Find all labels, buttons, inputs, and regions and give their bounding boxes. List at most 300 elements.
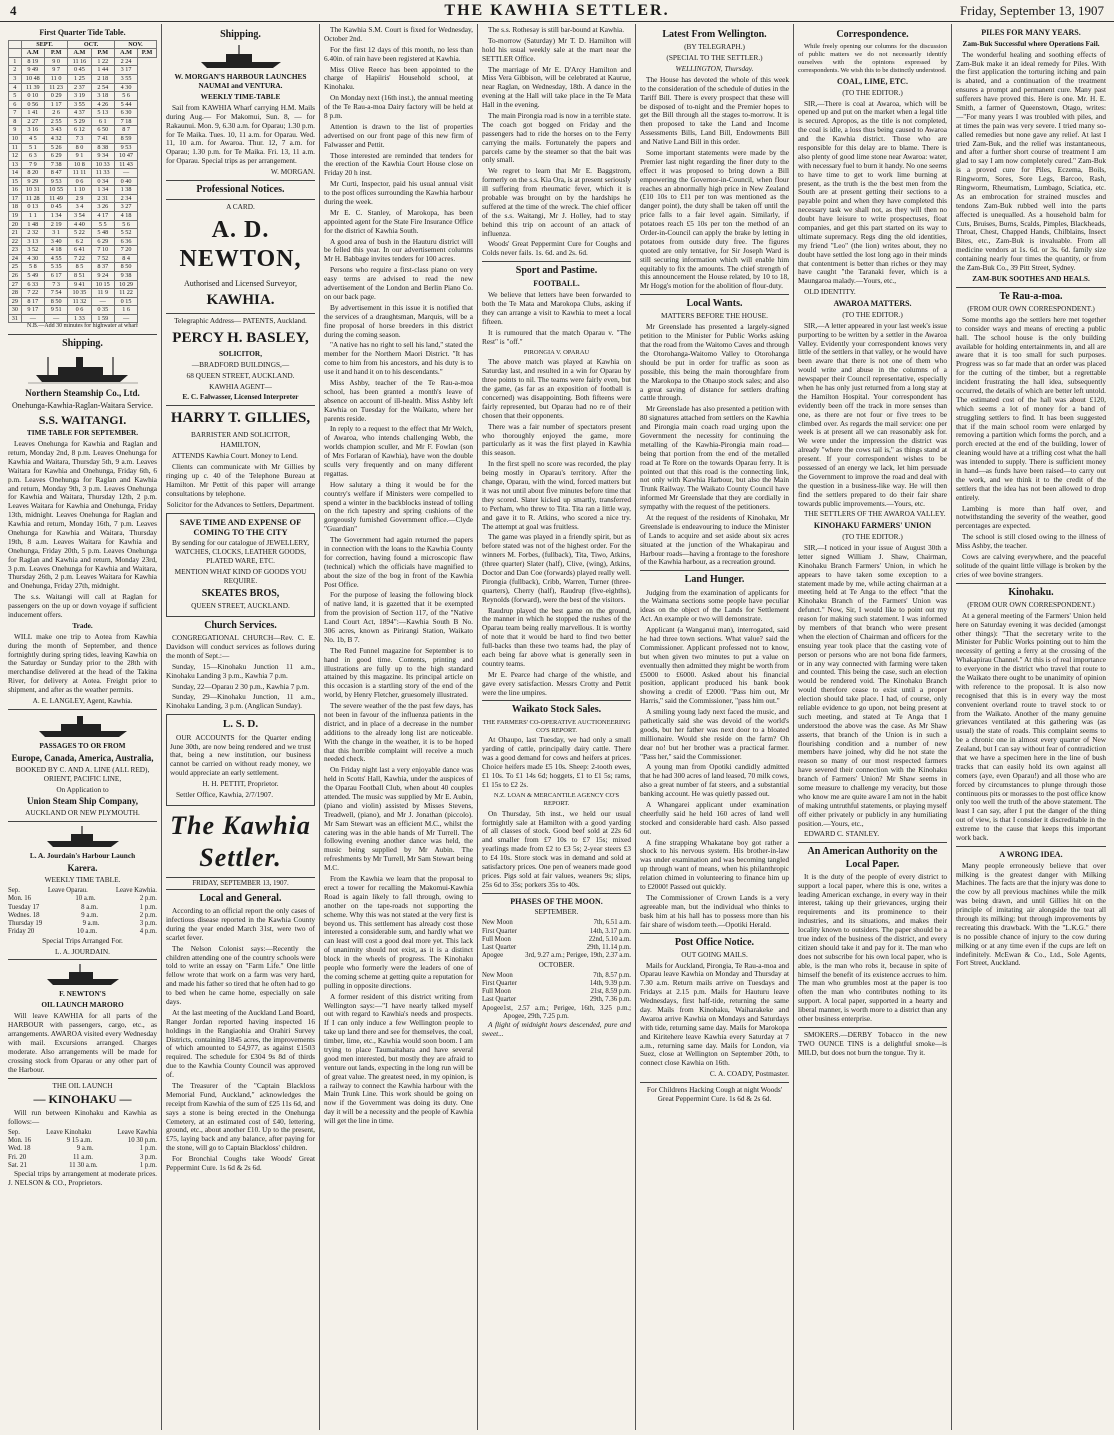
tide-cell: 11 9 — [91, 289, 114, 298]
weekly-row-cell: 9 a.m. — [82, 920, 100, 928]
khaku-row-cell: 1 p.m. — [139, 1145, 157, 1153]
moon-row-cell: 14th, 9.39 p.m. — [589, 979, 631, 987]
tide-cell: 0 15 — [114, 297, 137, 306]
hunger-paragraph: A young man from Opotiki candidly admitted that he had 300 acres of land leased, 70 milk cows, also a great number of fat steers, and a substantial banking account. He was quietly passed out. — [640, 762, 789, 799]
latest-heading: Latest From Wellington. — [662, 29, 767, 40]
tide-cell: 9 7 — [44, 66, 67, 75]
news-paragraph: In reply to a request to the effect that Mr Welch, of Awaroa, who intends challenging Webb, the worlds champion sculler, and Mr F. Fowlan (son of Mrs Forlaran of Kawhia), have won the double sculls very frequently and on many different regattas. — [324, 424, 473, 478]
weekly-row-cell: 2 p.m. — [139, 895, 157, 903]
table-row — [9, 134, 157, 143]
table-row — [9, 246, 157, 255]
tide-cell: 2 54 — [91, 83, 114, 92]
table-row — [9, 66, 157, 75]
solicitor-advances: Solicitor for the Advances to Settlers, Department. — [166, 499, 315, 509]
local-news-body — [324, 26, 473, 1126]
tide-cell: 11 32 — [68, 297, 91, 306]
news-paragraph: Attention is drawn to the list of properties advertised on our front page of this new firm of Falwasser and Pettit. — [324, 121, 473, 149]
moon-row — [482, 980, 631, 988]
tide-cell: 9 49 — [21, 66, 44, 75]
weekly-timetable — [8, 887, 157, 937]
match-report — [482, 358, 631, 697]
khaku-row-cell: 11 30 a.m. — [69, 1161, 98, 1169]
weekly-row-cell: 8 a.m. — [81, 903, 98, 911]
tide-cell: 7 54 — [44, 289, 67, 298]
tide-cell: 7 18 — [114, 117, 137, 126]
khaku-row-cell: 3 p.m. — [139, 1153, 157, 1161]
khaku-row — [8, 1137, 157, 1145]
moon-row-cell: Full Moon — [482, 935, 511, 943]
local-wants-heading: Local Wants. — [686, 298, 743, 310]
letter-paragraph: SIR,—There is coal at Awaroa, which will be opened up and put on the market when a legal title is secured. Apropos, as the title is not completed, the coal is idle, a loss thus being caused to Awaroa and the Kawhia district. Those who are responsible for this delay are to blame. There is also plenty of good lime stone near Awaroa: water, with necessary fuel to burn it handy. No one seems to have time to get to work lime burning at present, as the truth is the the best men from the South are at present getting their sections to a payable point and when they have completed this necessary task we shall not, as they will then no doubt have leisure to write prospectuses, float companies, and get this part started on its way to ultimate supremacy. Regs ding the old identities, my friend "Leo" (the lion) writes about, they no doubt have settled the lost long ago in their minds that contentment is better than riches or they may have caught "the Taranaki fever, which is a Maungaroa malady.—Yours, etc., — [798, 98, 947, 286]
tide-cell: 1 1 — [21, 212, 44, 221]
wrong-idea-heading: A WRONG IDEA. — [999, 849, 1063, 859]
weekly-row — [8, 920, 157, 928]
tide-cell: 8 0 — [68, 143, 91, 152]
tide-cell: 7 38 — [44, 160, 67, 169]
weekly-row-cell: 10 a.m. — [76, 928, 98, 936]
table-row — [9, 254, 157, 263]
khaku-heading: THE OIL LAUNCH — [52, 1080, 113, 1090]
news-paragraph: The severe weather of the the past few days, has not been in favour of the influenza patients in the district, and in place of a decrease in the number additions to the already long list are noticeable. With the change in the weather, it is to be hoped that this horrible complaint will receive a much needed check. — [324, 701, 473, 764]
tide-cell: 5 8 — [21, 263, 44, 272]
piles-heading: PILES FOR MANY YEARS. — [981, 28, 1081, 37]
tide-cell: 13 — [9, 160, 22, 169]
barrister-text: ATTENDS Kawhia Court. Money to Lend. — [172, 451, 298, 461]
tide-cell: 6 12 — [68, 126, 91, 135]
table-row — [9, 92, 157, 101]
surveyor-name: A. D. NEWTON, — [179, 217, 302, 273]
barrister-place: HAMILTON, — [220, 440, 261, 450]
tide-cell: 31 — [9, 314, 22, 323]
table-row — [9, 177, 157, 186]
tide-cell: 10 48 — [21, 75, 44, 84]
tide-cell: 5 35 — [44, 263, 67, 272]
save-text: By sending for our catalogue of JEWELLERY, WATCHES, CLOCKS, LEATHER GOODS, PLATED WARE, ETC. — [171, 538, 310, 566]
table-row — [9, 117, 157, 126]
letter-paragraph: SIR,—I noticed in your issue of August 30th a letter signed William J. Shaw, Chairman, Kinohaku Branch Farmers' Union, in which he appears to have taken some exception to a statement made by me, while acting chairman at a meeting held at Te Anga to the effect "that the Kinohaku Branch of the Farmers' Union was defunct." Now, Sir, I would like to point out my reason for making such statement. I was informed by members of that branch who were present when the election of Chairman and officers for the ensuing year took place that the casting vote of person or persons who are not bona fide farmers, or in any way connected with farming were taken and counted. This being the case, such an election would be rendered void. The Kinohaku Branch would therefore cease to exist until a proper election should take place. I had, of course, only reliable evidence to go upon, not being present at such meeting, and stated at Te Anga that I understood the above was the case. As Mr Shaw asserts, that branch of the Union is in such a flourishing condition and a number of new members have joined, why did he not state the reason so many of our most respected farmers have severed their connection with the Kinohaku branch of Farmers' Union? Mr Shaw seems in some measure to challenge my veracity, but those who know me are quite aware I am not in the habit of making untruthful statements, or playing myself off either privately or publicly in any humiliating position.—Yours, etc., — [798, 542, 947, 828]
jourdain-sign: L. A. JOURDAIN. — [55, 946, 110, 956]
local-general-heading: Local and General. — [199, 892, 282, 904]
tide-cell: — — [114, 314, 137, 323]
khaku-row-cell: 9 15 a.m. — [66, 1137, 93, 1145]
tide-cell: 7 20 — [114, 246, 137, 255]
weekly-row-cell: Sep. — [8, 887, 20, 895]
news-paragraph: Woods' Great Peppermint Cure for Coughs and Colds never fails. 1s. 6d. and 2s. 6d. — [482, 239, 631, 258]
weekly-row-cell: Thursday 19 — [8, 920, 43, 928]
moon-row-cell: 3rd, 9.27 a.m.; Perigee, 19th, 2.37 a.m. — [525, 952, 631, 960]
moon-row-cell: New Moon — [482, 919, 513, 927]
moon-row — [482, 936, 631, 944]
tide-cell: 0 40 — [114, 177, 137, 186]
tide-cell: 4 30 — [21, 254, 44, 263]
hunger-paragraph: A smiling young lady next faced the music, and pathetically said she was devoid of the world's goods, but her father was next door to a bloated millionaire. Would she reside on the farm? Oh dear no! but her brother was a practical farmer. "Pass her," said the Commissioner. — [640, 707, 789, 761]
tide-cell: 1 38 — [114, 186, 137, 195]
letter-paragraph: THE SETTLERS OF THE AWAROA VALLEY. — [804, 509, 946, 519]
tide-cell: 7 10 — [91, 246, 114, 255]
moon-row — [482, 1005, 631, 1022]
moon-row-cell: 14th, 3.17 p.m. — [589, 927, 631, 935]
hunger-paragraph: A fine strapping Whakatane boy got rather a shock to his nervous system. His brother-in-law was under examination and was becoming tangled up through want of means, when his philanthropic relation chimed in volunteering to finance him up to £2000! Passed out quickly. — [640, 837, 789, 892]
moon-row-cell: 29th, 11.14 p.m. — [586, 944, 631, 952]
paper-dateline: FRIDAY, SEPTEMBER 13, 1907. — [166, 877, 315, 890]
news-paragraph: Mr Curti, Inspector, paid his usual annual visit to the post offices surrounding the Kawhia harbour during the week. — [324, 179, 473, 207]
news-paragraph: The Kawhia S.M. Court is fixed for Wednesday, October 2nd. — [324, 25, 473, 43]
table-row — [9, 126, 157, 135]
tide-cell: 6 29 — [91, 237, 114, 246]
tide-cell: 20 — [9, 220, 22, 229]
moon-row-cell: Last Quarter — [482, 996, 517, 1004]
tide-cell: 2 24 — [114, 57, 137, 66]
special-trips: Special Trips Arranged For. — [42, 935, 123, 945]
tide-cell: 19 — [9, 212, 22, 221]
weekly-row — [8, 887, 157, 895]
news-paragraph: Some important statements were made by the Premier last night regarding the finer duty to the effect it was proposed to bring down a Bill empowering the Governor-in-Council, when flour reaches an abnormally high price in New Zealand (£10 10s to £11 per ton was mentioned as the danger point), the duty shall be taken off until the price falls to a fair level again. Similarly, if potatoes reach £5 10s per ton the method of an Order-in-Council can apply the brake by letting in potatoes from outside duty free. The figures quoted are only tentative, for Sir Joseph Ward is still securing information which will enable him equitably to fix the amounts. The chief strength of this announcement the House related, by 10 to 18, Mr Hogg's motion for the abolition of flour-duty. — [640, 147, 789, 291]
weekly-row — [8, 904, 157, 912]
tide-cell: 8 47 — [44, 169, 67, 178]
table-row — [9, 169, 157, 178]
weekly-row-cell: 10 a.m. — [75, 895, 96, 903]
tide-cell: 9 38 — [114, 271, 137, 280]
tide-cell: 11 22 — [114, 289, 137, 298]
local-paragraph: For Bronchial Coughs take Woods' Great Peppermint Cure. 1s 6d & 2s 6d. — [166, 1154, 315, 1172]
tide-cell: 21 — [9, 229, 22, 238]
kawhia-agent: KAWHIA AGENT— — [209, 381, 272, 391]
tide-cell: 4 55 — [44, 254, 67, 263]
news-paragraph: For the first 12 days of this month, no less than 6.40in. of rain have been registered at Kawhia. — [324, 44, 473, 63]
tide-cell: 10 15 — [91, 280, 114, 289]
kfu-heading: KINOHAKU FARMERS' UNION — [813, 521, 932, 531]
khaku-row — [8, 1145, 157, 1153]
wants-paragraph: Mr Greenslade has also presented a petition with 80 signatures attached from settlers on the Kawhia and Pirongia main coach road urging upon the Government the necessity for continuing the metalling of the Kawhia-Pirongia main road—being that portion from the end of the metalled road at Te Rore on the towards Oparau ferry. It is pointed out that this road is the connecting link, not only with Kawhia Harbour, but also the Main Trunk Railway. The Waikato County Council have informed Mr Greenslade that they are cordially in sympathy with the request of the petitioners. — [640, 404, 789, 512]
tide-cell: 1 59 — [91, 314, 114, 323]
jourdain-heading: L. A. Jourdain's Harbour Launch — [29, 851, 136, 861]
tide-cell: 2 6 — [44, 109, 67, 118]
launch-icon — [43, 825, 123, 849]
waitara-note: The s.s. Waitangi will call at Raglan for passengers on the up or down voyage if sufficient inducement offers. — [8, 592, 157, 619]
tide-cell: 1 6 — [114, 306, 137, 315]
local-wants-body — [640, 323, 789, 567]
tide-cell: 11 39 — [21, 83, 44, 92]
newspaper-columns — [4, 24, 1110, 1430]
match-title: PIRONGIA V. OPARAU — [523, 348, 590, 356]
tide-cell: 1 22 — [91, 57, 114, 66]
barrister-name: HARRY T. GILLIES, — [170, 410, 311, 427]
news-paragraph: The marriage of Mr E. D'Arcy Hamilton and Miss Vera Gibbison, will be celebrated at Kaurue, near Raglan, on Wednesday, 18th. A dance in the evening at the Hall will take place in the Te Mata Hall in the evening. — [482, 64, 631, 110]
tide-cell: 0 6 — [68, 177, 91, 186]
tide-cell: 6 17 — [44, 271, 67, 280]
zambuk-text: The wonderful healing and soothing effects of Zam-Buk make it an ideal remedy for Piles. With the first application the torturing itching and pain is abated, and a continuation of the treatment ensures a prompt and permanent cure. Many past sufferers have proved this. Here is one. Mr. H. E. Smith, a farmer of Queenstown, Otago, writes:—"For many years I was troubled with piles, and at times the pain was very severe. I tried many so-called remedies but none gave any relief. At last I tried Zam-Buk, and the relief was instantaneous, and after a further short course of treatment I am glad to say I am now completely cured." Zam-Buk is a proved cure for Piles, Eczema, Boils, Ringworm, Sores, Sore Legs, Barcoo, Rash, Ringworm, Rheumatism, Lumbago, Sciatica, etc. As an embrocation for strained muscles and tendons Zam-Buk rubbed well into the parts affected is unequalled. As a household balm for Cuts, Bruises, Burns, Scalds, Pimples, Blackheads, Throat, Chest, Chapped Hands, Chilblains, Insect Bites, etc., Zam-Buk is invaluable. From all medicine vendors at 1s. 6d. or 3s. 6d. family size containing nearly four times the quantity, or from the Zam-Buk Co., 39 Pitt Street, Sydney. — [956, 49, 1106, 273]
news-paragraph: The Government had again returned the papers in connection with the loans to the Kawhia County for correction, having found a microscopic flaw (technical) which the officials have magnified to about the size of the bog in front of the Kawhia Post Office. — [324, 535, 473, 589]
weekly-row-cell: 4 p.m. — [139, 928, 157, 936]
tide-cell: 8 37 — [91, 263, 114, 272]
khaku-row — [8, 1129, 157, 1137]
news-paragraph: Mr E. C. Stanley, of Marokopa, has been appointed agent for the State Fire Insurance Office for the district of Kawhia South. — [324, 207, 473, 235]
tide-cell: 29 — [9, 297, 22, 306]
church-services — [166, 663, 315, 711]
weekly-row-cell: 3 p.m. — [139, 920, 157, 928]
to-editor: (TO THE EDITOR.) — [842, 532, 903, 542]
weekly-row — [8, 912, 157, 920]
tide-cell: 9 51 — [44, 306, 67, 315]
tide-cell: 7 22 — [68, 254, 91, 263]
news-paragraph: On Friday night last a very enjoyable dance was held in Scotts' Hall, Kawhia, under the auspices of the Oparau Football Club, when about 40 couples attended. The music was supplied by Mr E. Aubin, (piano and violin) assisted by Misses Stevens, Treadwell, (piano), and Mr J. Jonathan (piccolo). Mr Sam Stewart was an efficient M.C., whilst the catering was in the able hands of Mr Turrell. The following evening another dance was held, the music being supplied by Mr Aubin. The refreshments by Mr Turrell, Mr Sam Stewart being M.C. — [324, 765, 473, 873]
stock-heading: Waikato Stock Sales. — [511, 704, 602, 716]
correspondence-heading: Correspondence. — [836, 29, 909, 40]
tide-cell: 6 50 — [91, 126, 114, 135]
tide-sub: P.M — [91, 49, 114, 58]
weekly-row-cell: 2 p.m. — [139, 911, 157, 919]
moon-row-cell: New Moon — [482, 971, 513, 979]
coal-letter — [798, 100, 947, 298]
tide-cell: 4 5 — [21, 134, 44, 143]
tide-cell: 11 — [9, 143, 22, 152]
lsd-proprietor: H. H. PETTIT, Proprietor. — [202, 779, 279, 789]
church-service: Sunday, 22—Oparau 2 30 p.m., Kawhia 7 p.m. — [172, 681, 310, 691]
table-row — [9, 306, 157, 315]
morgan-sign: W. MORGAN. — [270, 167, 315, 177]
tide-cell: 8 5 — [68, 263, 91, 272]
moon-row-cell: 21st, 8.59 p.m. — [590, 988, 631, 996]
skeates-address: QUEEN STREET, AUCKLAND. — [191, 601, 290, 611]
weekly-row-cell: Leave Oparau. — [47, 887, 88, 895]
tide-cell: 9 24 — [91, 271, 114, 280]
tide-cell: 23 — [9, 246, 22, 255]
rau-body — [956, 316, 1106, 580]
tide-cell: 4 30 — [114, 83, 137, 92]
church-text: CONGREGATIONAL CHURCH—Rev. C. E. Davidson will conduct services as follows during the month of Sept.:— — [166, 633, 315, 660]
column-4 — [478, 24, 636, 1430]
news-paragraph: How salutary a thing it would be for the country's welfare if Ministers were compelled to spend a winter in the backblocks instead of tolling on the rich tapestry and spring cushions of the gorgeously furnished Government office.—Clyde "Guardian" — [324, 479, 473, 534]
tide-cell: 3 55 — [114, 75, 137, 84]
settler-office: Settler Office, Kawhia, 2/7/1907. — [176, 790, 274, 800]
barrister-title: BARRISTER AND SOLICITOR, — [191, 429, 290, 439]
trade-agent: A. E. LANGLEY, Agent, Kawhia. — [32, 695, 133, 705]
passages-heading: PASSAGES TO OR FROM — [39, 740, 126, 750]
tide-cell: — — [114, 169, 137, 178]
news-paragraph: Miss Olive Reece has been appointed to the charge of Hapiiris' Household school, at Kinohaku. — [324, 64, 473, 92]
khaku-timetable — [8, 1129, 157, 1170]
moon-sept: SEPTEMBER. — [534, 907, 579, 917]
tide-cell: 5 29 — [68, 117, 91, 126]
tide-sub: P.M — [44, 49, 67, 58]
khaku-row-cell: Sat. 21 — [8, 1161, 27, 1169]
tide-note: N.B.—Add 30 minutes for highwater at wharf — [27, 323, 138, 330]
tide-cell: 2 32 — [21, 229, 44, 238]
tide-cell: 9 29 — [21, 177, 44, 186]
tide-cell: 3 16 — [21, 126, 44, 135]
tide-cell: 4 17 — [91, 212, 114, 221]
tide-cell: 0 13 — [21, 203, 44, 212]
hunger-paragraph: A Whangarei applicant under examination cheerfully said he held 160 acres of land well stocked and considerable hard cash. Also passed out. — [640, 800, 789, 836]
moon-oct: OCTOBER. — [538, 959, 575, 969]
post-office-heading: Post Office Notice. — [674, 936, 755, 948]
tide-cell: 3 27 — [114, 203, 137, 212]
tide-cell: 2 55 — [44, 117, 67, 126]
booked-lines: BOOKED BY C. AND A. LINE (ALL RED), ORIENT, PACIFIC LINE, — [15, 764, 150, 783]
moon-row-cell: Full Moon — [482, 988, 511, 996]
table-row — [9, 280, 157, 289]
moon-row-cell: 7th, 8.57 p.m. — [593, 971, 631, 979]
weekly-text: Sail from KAWHIA Wharf carrying H.M. Mails during Aug.— For Makomui, Sun. 8, — for Rakaunui. Mon. 9, 6.30 a.m. for Oparau; 1.30 p.m. for Te Maika. Tues. 10, 11 a.m. for Oparau. Wed. 11, 10 a.m. for Awaroa. Thur. 12, 7 a.m. for Oparau; 1.30 p.m. for Te Maika. Fri. 13, 11 a.m. for Oparau. Special trips as per arrangement. — [166, 102, 315, 166]
tide-cell: 2 34 — [114, 194, 137, 203]
tide-cell: 3 13 — [21, 237, 44, 246]
tide-cell: 9 — [9, 126, 22, 135]
table-row — [9, 220, 157, 229]
lsd-text: OUR ACCOUNTS for the Quarter ending June 30th, are now being rendered and we trust that, being a new institution, our business cannot be carried on without ready money, we would appreciate an early settlement. — [170, 732, 311, 778]
news-paragraph: For the purpose of leasing the following block of native land, it is gazetted that it be exempted from the provision of Section 117, of the "Native Land Court Act, 1894":—Kawhia South B No. 306 acres, known as Pirirangi Station, Waikato No. 1b, B 7. — [324, 590, 473, 644]
moon-oct-table — [482, 972, 631, 1022]
shipping-heading: Shipping. — [62, 337, 103, 349]
table-row — [9, 186, 157, 195]
tide-cell: 1 33 — [68, 314, 91, 323]
application: On Application to — [56, 784, 109, 794]
postmaster: C. A. COADY, Postmaster. — [709, 1069, 789, 1079]
tide-cell: 11 16 — [68, 57, 91, 66]
tide-cell: 3 1 — [44, 229, 67, 238]
tide-cell: 6 3 — [21, 152, 44, 161]
smokers-ad: SMOKERS.—DERBY Tobacco in the new TWO OUNCE TINS is a delightful smoke—is MILD, but does not burn the tongue. Try it. — [798, 1029, 947, 1057]
tide-cell: 9 1 — [68, 152, 91, 161]
tide-cell: 10 47 — [114, 152, 137, 161]
kfu-letter — [798, 544, 947, 839]
news-paragraph: The House has devoted the whole of this week to the consideration of the schedule of duties in the Tariff Bill. There is every prospect that these will be disposed of to-night and the Premier hopes to get the Bill through all the stages to-morrow. It is then proposed to take the Land and Income Assessments Bills, Land Bill, Endowments Bill and Native Land Bill in this order. — [640, 74, 789, 147]
lsd-notice — [166, 714, 315, 806]
column-1 — [4, 24, 162, 1430]
table-row — [9, 57, 157, 66]
lsd-heading: L. S. D. — [222, 718, 259, 731]
tide-cell: 1 17 — [44, 100, 67, 109]
tide-cell: 10 31 — [21, 186, 44, 195]
khaku-row-cell: Wed. 18 — [8, 1145, 31, 1153]
news-paragraph: To-morrow (Saturday) Mr T. D. Hamilton will hold his usual weekly sale at the mart near the SETTLER Office. — [482, 35, 631, 63]
jourdain-vessel: Karera. — [67, 863, 98, 874]
tide-cell: 5 5 — [91, 220, 114, 229]
local-paragraph: The Treasurer of the "Captain Blackloss Memorial Fund, Auckland," acknowledges the receipt from Kawhia of the sum of £25 11s 6d, and says a stone is being erected in the Onehunga Cemetery, at an estimated cost of £40, lettering, ground, etc., about another £10. Up to the present, £75, laying back and any balance, after paying for the stone, will go to Captain Blackloss' children. — [166, 1080, 315, 1153]
newton-heading: F. NEWTON'S — [59, 989, 106, 999]
tide-table — [8, 40, 157, 324]
weekly-row-cell: 9 a.m. — [81, 911, 99, 919]
save-time: SAVE TIME AND EXPENSE OF COMING TO THE CITY — [179, 516, 302, 538]
tide-header-day — [9, 40, 22, 49]
tide-table-title: First Quarter Tide Table. — [39, 28, 126, 37]
tide-cell: — — [21, 314, 44, 323]
kinohaku-heading: Kinohaku. — [1008, 586, 1054, 598]
tide-cell: 1 25 — [68, 75, 91, 84]
tide-cell: 6 2 — [68, 237, 91, 246]
timetable-text: Leaves Onehunga for Kawhia and Raglan and return, Monday 2nd, 8 p.m. Leaves Onehunga for Kawhia and Waitara, Thursday 5th, 9 a.m. Leaves Waitara for Kawhia and Onehunga, Friday 6th, 6 p.m. Leaves Onehunga for Raglan and Kawhia and return, Monday 9th, 3 p.m. Leaves Onehunga for Kawhia and Waitara, Thursday 12th, 2 p.m. Leaves Waitara for Kawhia and Onehunga, Friday 13th, midnight. Leaves Onehunga for Raglan and Kawhia and return, Monday 16th, 7 p.m. Leaves Onehunga for Kawhia and Waitara, Thursday 19th, 8 a.m. Leaves Waitara for Kawhia and Onehunga, Friday 20th, 5 p.m. Leaves Onehunga for Raglan and Kawhia and return, Monday 23rd, 3 p.m. Leaves Onehunga for Kawhia and Waitara, Thursday 26th, 2 p.m. Leaves Waitara for Kawhia and Onehunga, Friday 27th, midnight. — [8, 439, 157, 591]
tide-cell: 15 — [9, 177, 22, 186]
tide-cell: 2 31 — [91, 194, 114, 203]
tide-cell: 8 19 — [21, 57, 44, 66]
tide-cell: 11 43 — [114, 160, 137, 169]
tide-cell: 1 34 — [44, 212, 67, 221]
tide-cell: 8 50 — [44, 297, 67, 306]
news-paragraph: A good area of bush in the Hauturu district will be felled this year. In our advertisement columns Mr H. Babbage invites tenders for 100 acres. — [324, 236, 473, 264]
table-row — [9, 75, 157, 84]
column-7 — [952, 24, 1110, 1430]
vessel-name: S.S. WAITANGI. — [38, 412, 127, 427]
tide-sub: A.M — [21, 49, 44, 58]
tide-cell: 0 45 — [44, 203, 67, 212]
news-paragraph: The s.s. Rothesay is still bar-bound at Kawhia. — [488, 25, 625, 34]
special-settler: (SPECIAL TO THE SETTLER.) — [666, 53, 763, 63]
awaroa-letter — [798, 322, 947, 520]
weekly-row-cell: Friday 20 — [8, 928, 35, 936]
khaku-row-cell: Leave Kawhia — [117, 1128, 157, 1136]
tide-table-body — [9, 57, 157, 322]
weekly-heading: WEEKLY TIME TABLE. — [44, 875, 121, 885]
tide-cell: 10 33 — [91, 160, 114, 169]
land-hunger-heading: Land Hunger. — [684, 574, 745, 586]
tide-cell: 6 36 — [114, 237, 137, 246]
rau-paragraph: Cows are calving everywhere, and the peaceful solitude of the quaint little village is broken by the cries of wee bovine strangers. — [956, 552, 1106, 579]
table-row — [9, 143, 157, 152]
khaku-row-cell: 10 30 p.m. — [127, 1137, 157, 1145]
tide-cell: 3 4 — [68, 203, 91, 212]
moon-row-cell: Apogee — [482, 1004, 504, 1012]
news-paragraph: Miss Ashby, teacher of the Te Rau-a-moa school, has been granted a month's leave of absence on account of ill-health. Miss Ashby left Kawhia on Tuesday for the Waikato, where her parents reside. — [324, 377, 473, 423]
tide-cell: 1 10 — [68, 186, 91, 195]
tide-cell: 3 — [9, 75, 22, 84]
khaku-row-cell: Fri. 20 — [8, 1153, 27, 1161]
tide-cell: 3 19 — [68, 92, 91, 101]
by-telegraph: (BY TELEGRAPH.) — [684, 42, 745, 52]
masthead — [0, 0, 1114, 22]
wants-paragraph: At the request of the residents of Kinohaku, Mr Greenslade is endeavouring to induce the Minister of Lands to acquire and set aside about six acres situated at the junction of the Whakapirau and Harbour roads—having a frontage to the foreshore of the Kawhia harbour, as a recreation ground. — [640, 513, 789, 567]
match-paragraph: There was a fair number of spectators present who thoroughly enjoyed the game, more particularly as it was the first played in Kawhia this season. — [482, 421, 631, 458]
tide-header-nov: NOV. — [114, 40, 156, 49]
church-service: Sunday, 15—Kinohaku Junction 11 a.m., Kinohaku Landing 3 p.m., Kawhia 7 p.m. — [166, 661, 315, 680]
newton-text: Will leave KAWHIA for all parts of the HARBOUR with passengers, cargo, etc., as arrangements. AWAROA visited every Wednesday with mail. Excursions arranged. Charges moderate. Also arrangements will be made for crossing stock from Oparau or any other part of the Harbour. — [8, 1011, 157, 1074]
rau-paragraph: Some months ago the settlers here met together to consider ways and means of erecting a public hall. The school house is the only building available for holding entertainments in, and all are aware that it is too small for such purposes. Progress was so far made that an order was placed for the cutting of the timber, but a regrettable incident frustrating the hall idea, subsequently occurred, the details of which are better left untold. The estimated cost of the hall was about £120, which seems a lot of money for a band of struggling settlers to find. It has been suggested that if the main school room were enlarged by removing a partition which forms the porch, and a porch erected at the end of the building, lower of cleaning would have at a trifling cost what the hall was intended to supply. There is sufficient money in hand—as funds have been raised—to carry out the work, and we think it to the credit of the settlers that the idea has not been allowed to drop entirely. — [956, 314, 1106, 502]
tide-cell: 7 3 — [44, 280, 67, 289]
tide-cell: 10 29 — [114, 280, 137, 289]
tide-cell: 8 4 — [114, 254, 137, 263]
tide-cell: 6 — [9, 100, 22, 109]
tide-cell: 6 30 — [114, 109, 137, 118]
table-row — [9, 314, 157, 323]
tide-cell: 6 41 — [68, 246, 91, 255]
table-row — [9, 109, 157, 118]
rau-paragraph: The school is still closed owing to the illness of Miss Ashby, the teacher. — [956, 532, 1106, 551]
to-editor: (TO THE EDITOR.) — [842, 309, 903, 319]
paper-nameplate: The Kawhia Settler. — [170, 810, 311, 872]
weekly-row-cell: Wednes. 18 — [8, 911, 40, 919]
news-paragraph: "A native has no right to sell his land," stated the member for the Northern Maori District. "It has come to him from his ancestors, and his duty is to use it and hand it on to his descendants." — [324, 340, 473, 377]
hunger-paragraph: Applicant (a Wanganui man), interrogated, said he had three town sections. What value? said the Commissioner. Applicant professed not to know, but when given two minutes to put a value on eventually then admitted they might be worth from £5000 to £6000. Asked about his financial position, applicant produced his bank book showing a credit of £2000. "Pass him out, Mr Harris," said the Commissioner, "pass him out." — [640, 625, 789, 706]
land-hunger-body — [640, 589, 789, 930]
tide-cell: 14 — [9, 169, 22, 178]
tide-cell: 9 0 — [44, 57, 67, 66]
solicitor-title: SOLICITOR, — [218, 348, 263, 358]
khaku-row — [8, 1154, 157, 1162]
interpreter: E. C. Falwasser, Licensed Interpreter — [182, 392, 299, 402]
tide-cell: 26 — [9, 271, 22, 280]
news-paragraph: From the Kawhia we learn that the proposal to erect a tower for recalling the Makomui-Kawhia Road is again likely to fall through, owing to another on the tape-roads not supporting the scheme. Why this was not stated at the very first is beyond us. This settlement has already cost those interested a considerable sum, and hardly what we can least will cost a good deal more yet. This lack of unanimity should not exist, as it is a distinct block in the wheels of progress. The Kinohaku people who formerly were the leaders of one of the coming scheme at getting quite a reputation for pulling in opposite directions. — [324, 874, 473, 990]
tide-cell: 1 48 — [21, 220, 44, 229]
tide-cell: — — [44, 314, 67, 323]
tide-cell: 8 — [9, 117, 22, 126]
table-row — [9, 297, 157, 306]
tide-cell: 2 9 — [68, 194, 91, 203]
tide-cell: 6 33 — [21, 280, 44, 289]
tide-cell: 11 33 — [91, 169, 114, 178]
match-paragraph: In the first spell no score was recorded, the play being mostly in Oparau's territory. After the change, Oparau, with the wind, forced matters but it was not until about five minutes before time that they scored. Slater kicked up smartly, transferred to Perham, who threw to Tita. Tita ran a little way, and gave it to R. Atkins, who scored a nice try. The attempt at goal was fruitless. — [482, 459, 631, 531]
tide-cell: 9 34 — [91, 152, 114, 161]
to-editor: (TO THE EDITOR.) — [842, 87, 903, 97]
news-paragraph: Those interested are reminded that tenders for the erection of the Kawhia Court House close on Friday 20 h inst. — [324, 150, 473, 178]
moon-heading: PHASES OF THE MOON. — [510, 896, 603, 906]
